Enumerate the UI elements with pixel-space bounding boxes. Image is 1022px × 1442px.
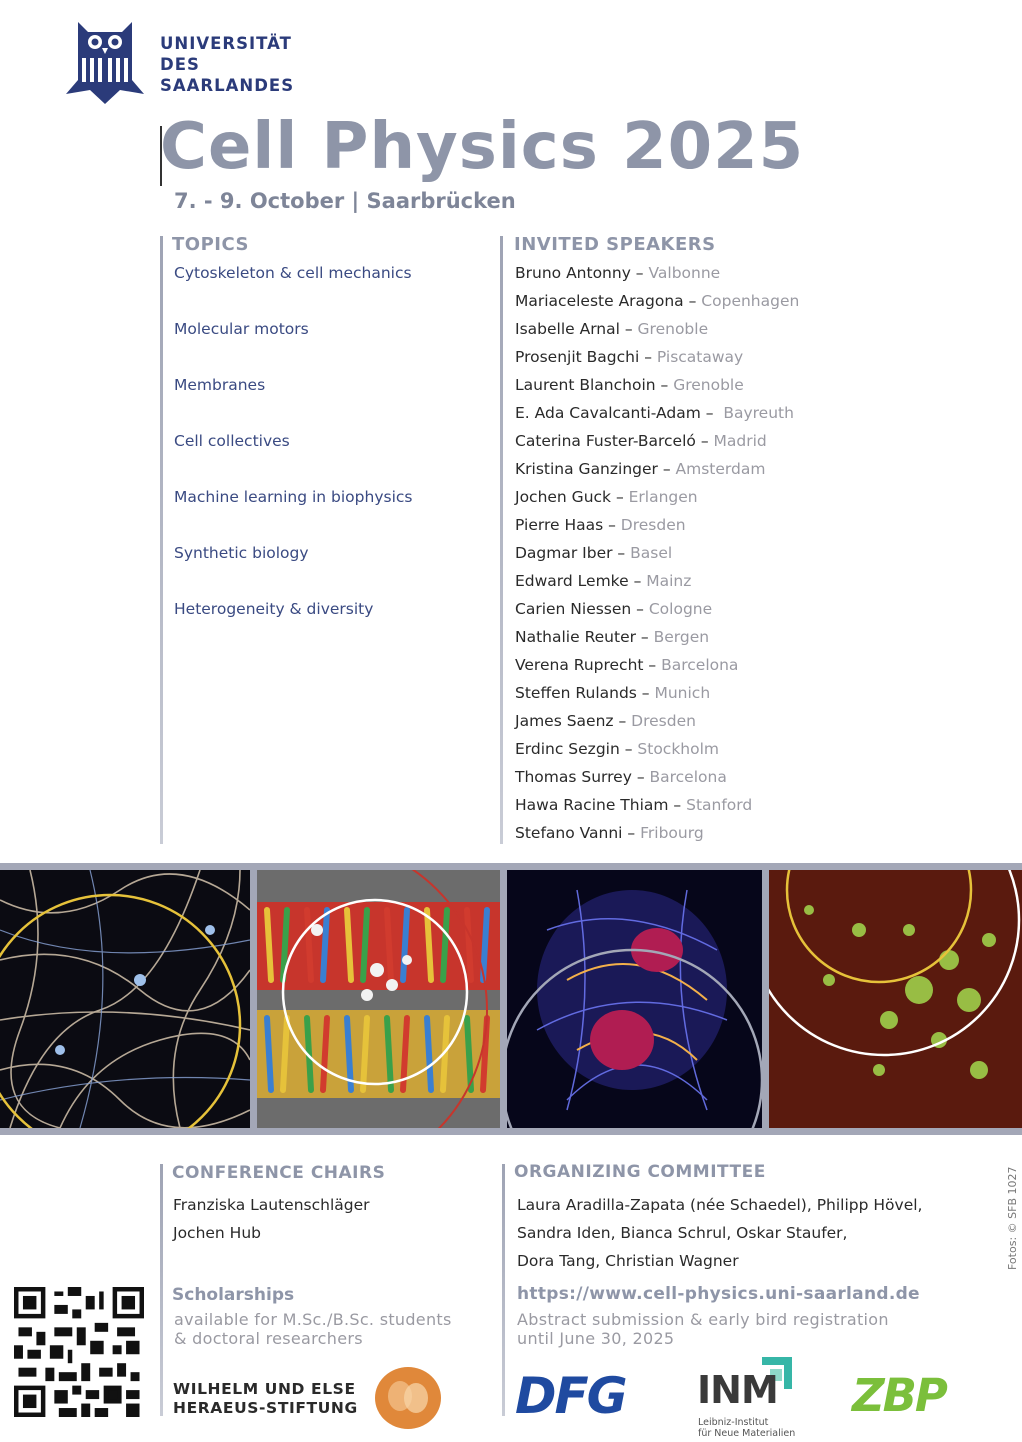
speaker-name: Prosenjit Bagchi	[515, 348, 640, 366]
topics-list	[174, 264, 412, 656]
speaker-city: Dresden	[631, 712, 696, 730]
speaker-separator: –	[683, 292, 702, 310]
chairs-heading: CONFERENCE CHAIRS	[172, 1163, 386, 1183]
speaker-name: Mariaceleste Aragona	[515, 292, 684, 310]
topic-item: Machine learning in biophysics	[174, 488, 413, 506]
speaker-city: Erlangen	[628, 488, 698, 506]
speaker-row	[515, 371, 799, 399]
speaker-name: Hawa Racine Thiam	[515, 796, 669, 814]
speaker-row	[515, 287, 799, 315]
chair-name: Jochen Hub	[173, 1224, 262, 1242]
speaker-city: Valbonne	[648, 264, 721, 282]
committee-line: Laura Aradilla-Zapata (née Schaedel), Philipp Hövel,	[517, 1196, 923, 1214]
inm-logo-text: INM	[697, 1368, 778, 1412]
speakers-list	[515, 259, 799, 847]
speaker-city: Bergen	[653, 628, 710, 646]
photo-cytoskeleton-network	[0, 870, 250, 1128]
speaker-city: Cologne	[648, 600, 713, 618]
heraeus-line: HERAEUS-STIFTUNG	[173, 1399, 358, 1417]
speaker-name: E. Ada Cavalcanti-Adam	[515, 404, 701, 422]
speaker-city: Dresden	[620, 516, 686, 534]
speaker-row	[515, 343, 799, 371]
speaker-row	[515, 707, 799, 735]
topic-item: Cell collectives	[174, 432, 290, 450]
website-link[interactable]: https://www.cell-physics.uni-saarland.de	[517, 1284, 920, 1304]
speaker-row	[515, 399, 799, 427]
inm-subtitle	[698, 1417, 795, 1439]
speaker-row	[515, 567, 799, 595]
speaker-city: Grenoble	[673, 376, 744, 394]
speaker-city: Stanford	[686, 796, 753, 814]
topic-item: Membranes	[174, 376, 266, 394]
speaker-name: Pierre Haas	[515, 516, 604, 534]
speaker-separator: –	[636, 684, 655, 702]
speaker-name: Caterina Fuster-Barceló	[515, 432, 696, 450]
university-name	[160, 33, 294, 96]
dfg-logo: DFG	[515, 1367, 626, 1425]
speaker-name: Erdinc Sezgin	[515, 740, 620, 758]
topic-item: Synthetic biology	[174, 544, 309, 562]
speaker-row	[515, 315, 799, 343]
speaker-name: Carien Niessen	[515, 600, 632, 618]
heraeus-portrait-logo-icon	[374, 1366, 442, 1430]
speaker-city: Fribourg	[640, 824, 704, 842]
qr-code-icon[interactable]	[14, 1287, 144, 1417]
heraeus-foundation-name	[173, 1380, 358, 1418]
speaker-separator: –	[612, 544, 631, 562]
photo-strip	[0, 863, 1022, 1135]
speaker-city: Munich	[654, 684, 711, 702]
speaker-name: Nathalie Reuter	[515, 628, 636, 646]
speaker-separator: –	[619, 740, 638, 758]
inm-subtitle-line: Leibniz-Institut	[698, 1417, 769, 1428]
speaker-name: Dagmar Iber	[515, 544, 613, 562]
speaker-separator: –	[643, 656, 662, 674]
university-owl-logo-icon	[66, 18, 144, 106]
scholarships-heading: Scholarships	[172, 1285, 295, 1305]
speaker-city: Barcelona	[649, 768, 727, 786]
topic-item: Cytoskeleton & cell mechanics	[174, 264, 412, 282]
speaker-name: Verena Ruprecht	[515, 656, 644, 674]
speaker-city: Amsterdam	[675, 460, 766, 478]
speaker-city: Madrid	[713, 432, 767, 450]
committee-line: Dora Tang, Christian Wagner	[517, 1252, 739, 1270]
speaker-row	[515, 651, 799, 679]
speaker-name: Isabelle Arnal	[515, 320, 620, 338]
university-name-line: DES	[160, 55, 200, 74]
speaker-row	[515, 427, 799, 455]
speaker-separator: –	[613, 712, 632, 730]
university-name-line: UNIVERSITÄT	[160, 34, 292, 53]
photo-credit: Fotos: © SFB 1027	[1006, 1166, 1019, 1270]
speaker-row	[515, 791, 799, 819]
speaker-separator: –	[695, 432, 714, 450]
university-name-line: SAARLANDES	[160, 76, 295, 95]
photo-condensates	[769, 870, 1022, 1128]
speaker-row	[515, 819, 799, 847]
speaker-city: Bayreuth	[723, 404, 794, 422]
event-dates-location: 7. - 9. October | Saarbrücken	[174, 189, 516, 213]
committee-list	[517, 1191, 922, 1275]
speaker-separator: –	[603, 516, 621, 534]
speaker-separator: –	[639, 348, 657, 366]
speaker-separator: –	[631, 768, 650, 786]
speaker-separator: –	[630, 264, 649, 282]
speaker-row	[515, 259, 799, 287]
speaker-name: Thomas Surrey	[515, 768, 632, 786]
chair-name: Franziska Lautenschläger	[173, 1196, 370, 1214]
speaker-separator: –	[631, 600, 649, 618]
topics-heading: TOPICS	[172, 234, 249, 255]
committee-line: Sandra Iden, Bianca Schrul, Oskar Staufer,	[517, 1224, 848, 1242]
page-title: Cell Physics 2025	[160, 110, 805, 184]
speaker-separator: –	[622, 824, 641, 842]
speaker-name: Steffen Rulands	[515, 684, 637, 702]
speaker-separator: –	[619, 320, 638, 338]
speaker-city: Stockholm	[637, 740, 720, 758]
chairs-divider	[160, 1164, 163, 1416]
speaker-name: Edward Lemke	[515, 572, 629, 590]
speaker-city: Basel	[630, 544, 673, 562]
inm-subtitle-line: für Neue Materialien	[698, 1428, 796, 1439]
topic-item: Heterogeneity & diversity	[174, 600, 374, 618]
committee-divider	[502, 1164, 505, 1416]
speaker-row	[515, 679, 799, 707]
speaker-name: Bruno Antonny	[515, 264, 631, 282]
photo-membrane-simulation	[257, 870, 500, 1128]
registration-info	[517, 1310, 889, 1348]
scholarships-text	[174, 1310, 452, 1348]
speaker-city: Copenhagen	[701, 292, 800, 310]
speaker-separator: –	[611, 488, 629, 506]
speaker-row	[515, 539, 799, 567]
speaker-separator: –	[655, 376, 674, 394]
speaker-name: Laurent Blanchoin	[515, 376, 656, 394]
speaker-row	[515, 623, 799, 651]
zbp-logo: ZBP	[852, 1369, 946, 1422]
scholarships-line: available for M.Sc./B.Sc. students	[174, 1310, 452, 1329]
speaker-name: James Saenz	[515, 712, 614, 730]
speaker-separator: –	[668, 796, 687, 814]
topics-divider	[160, 236, 163, 844]
speaker-city: Grenoble	[637, 320, 709, 338]
photo-cell-fluorescence	[507, 870, 762, 1128]
speaker-row	[515, 483, 799, 511]
speaker-name: Kristina Ganzinger	[515, 460, 658, 478]
speaker-row	[515, 763, 799, 791]
speaker-city: Barcelona	[661, 656, 739, 674]
speakers-divider	[500, 236, 503, 844]
speaker-city: Mainz	[646, 572, 692, 590]
speaker-name: Stefano Vanni	[515, 824, 623, 842]
speakers-heading: INVITED SPEAKERS	[514, 234, 716, 255]
heraeus-line: WILHELM UND ELSE	[173, 1380, 356, 1398]
registration-line: Abstract submission & early bird registration	[517, 1310, 889, 1329]
speaker-separator: –	[636, 628, 654, 646]
scholarships-line: & doctoral researchers	[174, 1329, 363, 1348]
topic-item: Molecular motors	[174, 320, 309, 338]
speaker-row	[515, 735, 799, 763]
speaker-separator: –	[657, 460, 676, 478]
speaker-row	[515, 595, 799, 623]
speaker-name: Jochen Guck	[515, 488, 612, 506]
speaker-separator: –	[628, 572, 647, 590]
speaker-separator: –	[700, 404, 724, 422]
chairs-list	[173, 1191, 370, 1247]
speaker-row	[515, 455, 799, 483]
speaker-row	[515, 511, 799, 539]
speaker-city: Piscataway	[656, 348, 744, 366]
committee-heading: ORGANIZING COMMITTEE	[514, 1162, 766, 1182]
registration-line: until June 30, 2025	[517, 1329, 675, 1348]
